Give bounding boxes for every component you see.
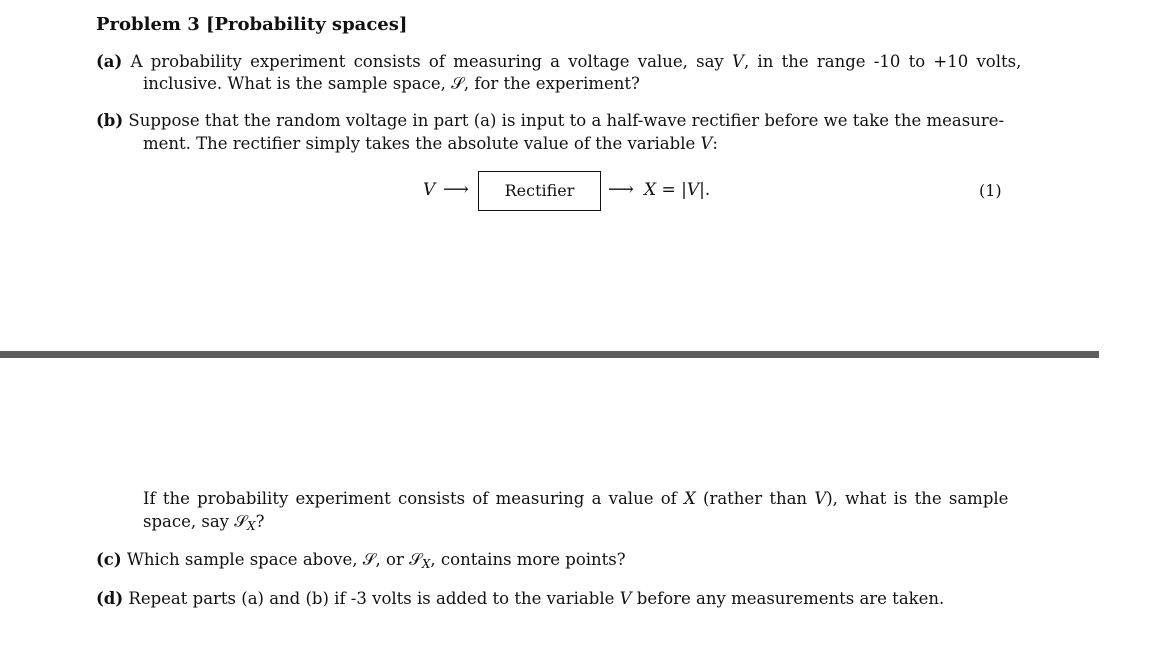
rectifier-label: Rectifier bbox=[504, 181, 575, 200]
part-b-text-2: ment. The rectifier simply takes the absolute value of the variable bbox=[143, 134, 696, 153]
part-a-label: (a) bbox=[96, 52, 123, 71]
part-a-line-2 bbox=[143, 74, 640, 94]
subscript-x: X bbox=[421, 557, 431, 571]
variable-x: X bbox=[684, 489, 696, 508]
part-a-line-1 bbox=[96, 52, 1021, 71]
variable-v: V bbox=[814, 489, 827, 508]
problem-title: Problem 3 [Probability spaces] bbox=[96, 14, 408, 35]
arrow-right-icon: ⟶ bbox=[443, 179, 469, 200]
sample-space-symbol: 𝒮 bbox=[409, 550, 422, 569]
part-c-label: (c) bbox=[96, 550, 122, 569]
part-c-text: Which sample space above, bbox=[126, 550, 358, 569]
rectifier-box bbox=[478, 171, 601, 211]
variable-v: V bbox=[732, 52, 744, 71]
part-d-label: (d) bbox=[96, 589, 124, 608]
continued-text-2: space, say bbox=[143, 512, 229, 531]
continued-text-mid: (rather than bbox=[703, 489, 808, 508]
part-c-text-end: , contains more points? bbox=[430, 550, 626, 569]
variable-v: V bbox=[619, 589, 632, 608]
section-divider bbox=[0, 351, 1099, 358]
part-a-text: A probability experiment consists of measuring a voltage value, say bbox=[130, 52, 724, 71]
part-c-line bbox=[96, 550, 626, 571]
part-a-text-end: , in the range -10 to +10 volts, bbox=[743, 52, 1022, 71]
part-b-continued-line-1 bbox=[143, 489, 1008, 508]
part-a-text-2-end: , for the experiment? bbox=[463, 74, 640, 93]
part-d-text-end: before any measurements are taken. bbox=[636, 589, 945, 608]
part-d-text: Repeat parts (a) and (b) if -3 volts is added to the variable bbox=[128, 589, 615, 608]
variable-v: V bbox=[700, 134, 713, 153]
equation-output: X = |V|. bbox=[644, 180, 711, 200]
part-c-text-mid: , or bbox=[375, 550, 404, 569]
sample-space-symbol: 𝒮 bbox=[234, 512, 248, 531]
part-a-text-2: inclusive. What is the sample space, bbox=[143, 74, 446, 93]
part-b-text: Suppose that the random voltage in part (a) is input to a half-wave rectifier before we take the measure- bbox=[128, 111, 1005, 130]
part-d-line bbox=[96, 589, 944, 608]
part-b-line-1 bbox=[96, 111, 1004, 130]
part-b-label: (b) bbox=[96, 111, 124, 130]
part-b-continued-line-2 bbox=[143, 512, 264, 533]
continued-text-end: ), what is the sample bbox=[826, 489, 1009, 508]
sample-space-symbol: 𝒮 bbox=[362, 550, 376, 569]
part-b-line-2 bbox=[143, 134, 718, 153]
equation-input-var: V bbox=[423, 180, 436, 200]
arrow-right-icon: ⟶ bbox=[608, 179, 634, 200]
subscript-x: X bbox=[247, 519, 256, 533]
equation-number: (1) bbox=[979, 181, 1002, 200]
continued-text: If the probability experiment consists of measuring a value of bbox=[143, 489, 677, 508]
sample-space-symbol: 𝒮 bbox=[451, 74, 464, 93]
part-b-text-2-end: : bbox=[712, 134, 718, 153]
continued-text-2-end: ? bbox=[255, 512, 265, 531]
